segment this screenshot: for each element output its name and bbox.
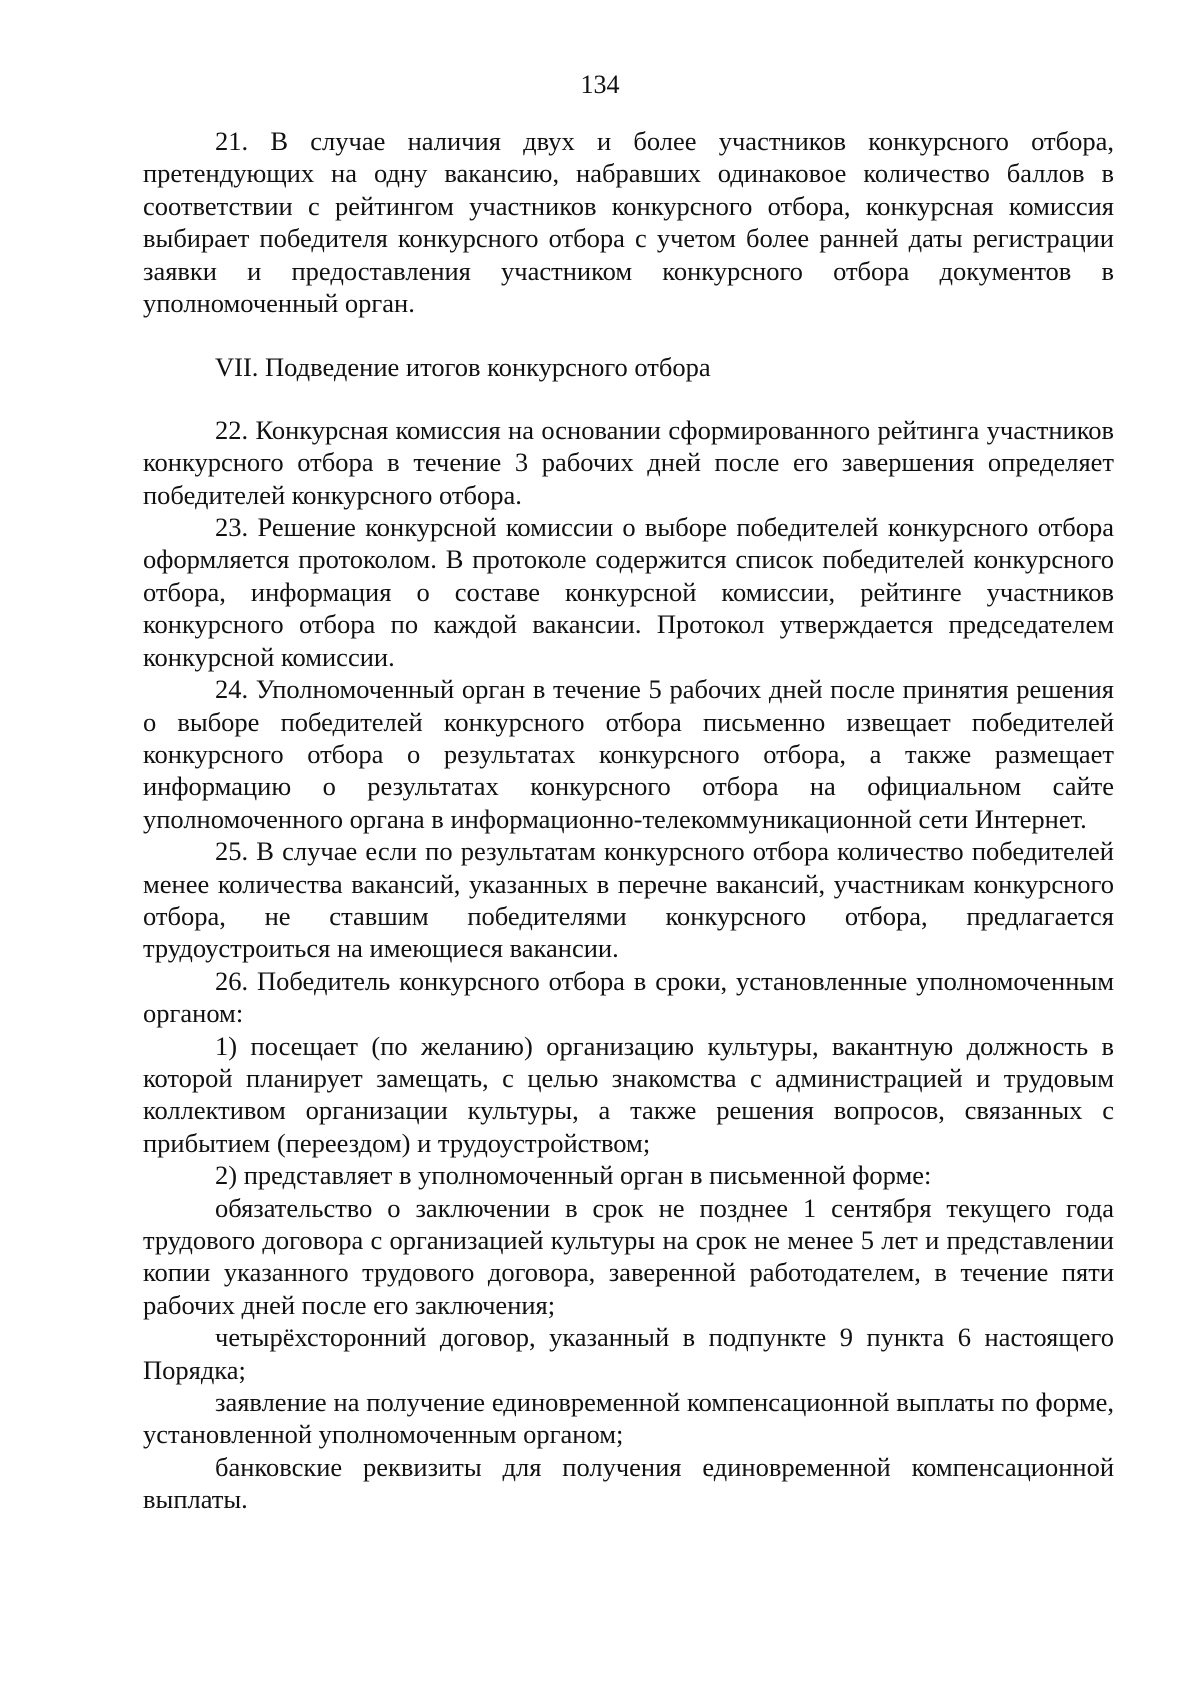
paragraph-24: 24. Уполномоченный орган в течение 5 рабочих дней после принятия решения о выборе победителей конкурсного отбора письменно извещает победителей конкурсного отбора о результатах конкурсного отбора, а также размещает информацию о результатах конкурсного отбора на официальном сайте уполномоченного органа в информационно-телекоммуникационной сети Интернет. (143, 674, 1114, 834)
subitem-2: 2) представляет в уполномоченный орган в письменной форме: (215, 1160, 932, 1191)
paragraph-25: 25. В случае если по результатам конкурсного отбора количество победителей менее количества вакансий, указанных в перечне вакансий, участникам конкурсного отбора, не ставшим победителями конкурсного отбора, предлагается трудоустроиться на имеющиеся вакансии. (143, 836, 1114, 964)
paragraph-23: 23. Решение конкурсной комиссии о выборе победителей конкурсного отбора оформляется протоколом. В протоколе содержится список победителей конкурсного отбора, информация о составе конкурсной комиссии, рейтинге участников конкурсного отбора по каждой вакансии. Протокол утверждается председателем конкурсной комиссии. (143, 512, 1114, 672)
section-heading: VII. Подведение итогов конкурсного отбора (215, 352, 711, 383)
paragraph-21: 21. В случае наличия двух и более участников конкурсного отбора, претендующих на одну вакансию, набравших одинаковое количество баллов в соответствии с рейтингом участников конкурсного отбора, конкурсная комиссия выбирает победителя конкурсного отбора с учетом более ранней даты регистрации заявки и предоставления участником конкурсного отбора документов в уполномоченный орган. (143, 126, 1114, 319)
paragraph-22: 22. Конкурсная комиссия на основании сформированного рейтинга участников конкурсного отбора в течение 3 рабочих дней после его завершения определяет победителей конкурсного отбора. (143, 414, 1114, 510)
subitem-2-application: заявление на получение единовременной компенсационной выплаты по форме, установленной уполномоченным органом; (143, 1387, 1114, 1450)
page-number: 134 (580, 70, 620, 99)
subitem-2-contract: четырёхсторонний договор, указанный в подпункте 9 пункта 6 настоящего Порядка; (143, 1322, 1114, 1385)
paragraph-26: 26. Победитель конкурсного отбора в сроки, установленные уполномоченным органом: (143, 965, 1114, 1029)
document-body (143, 125, 1114, 1516)
subitem-2-obligation: обязательство о заключении в срок не позднее 1 сентября текущего года трудового договора с организацией культуры на срок не менее 5 лет и представлении копии указанного трудового договора, заверенной работодателем, в течение пяти рабочих дней после его заключения; (143, 1192, 1114, 1320)
subitem-1: 1) посещает (по желанию) организацию культуры, вакантную должность в которой планирует замещать, с целью знакомства с администрацией и трудовым коллективом организации культуры, а также решения вопросов, связанных с прибытием (переездом) и трудоустройством; (143, 1030, 1114, 1158)
subitem-2-bank-details: банковские реквизиты для получения единовременной компенсационной выплаты. (143, 1451, 1114, 1515)
